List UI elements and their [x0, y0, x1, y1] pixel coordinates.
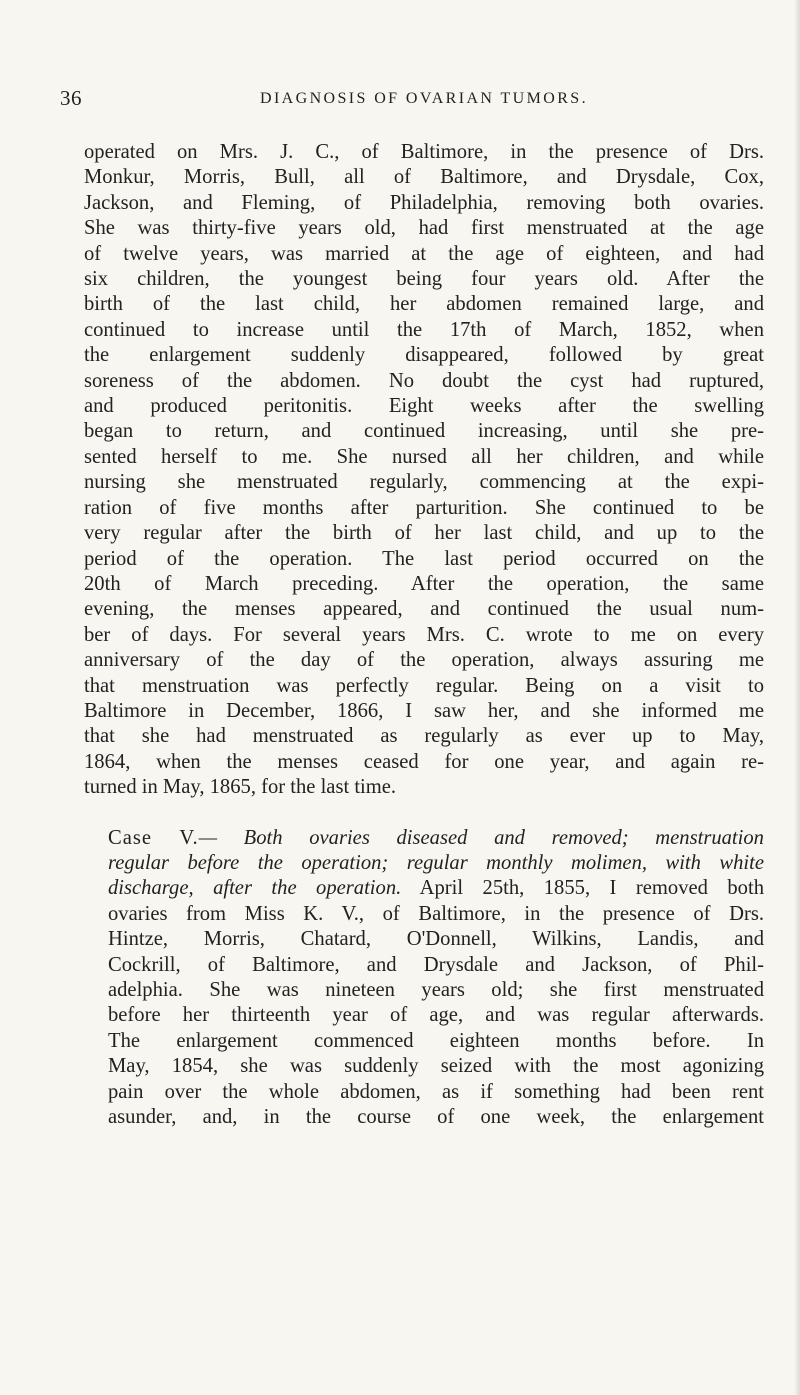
text-line: pain over the whole abdomen, as if something had been rent — [108, 1080, 764, 1103]
text-line: continued to increase until the 17th of March, 1852, when — [84, 318, 764, 341]
text-line: adelphia. She was nineteen years old; she first menstruated — [108, 979, 764, 1001]
text-line: Hintze, Morris, Chatard, O'Donnell, Wilkins, Landis, and — [108, 928, 764, 951]
text-line: May, 1854, she was suddenly seized with the most agonizing — [108, 1055, 764, 1078]
text-line: nursing she menstruated regularly, commencing at the expi- — [84, 471, 764, 494]
text-line: and produced peritonitis. Eight weeks after the swelling — [84, 395, 764, 418]
case-title: regular before the operation; regular monthly molimen, with white — [108, 851, 764, 874]
text-line: that she had menstruated as regularly as ever up to May, — [84, 725, 764, 748]
paragraph-case-v — [84, 826, 764, 1131]
text-line: birth of the last child, her abdomen remained large, and — [84, 293, 764, 316]
text-line — [84, 876, 764, 901]
text-line: soreness of the abdomen. No doubt the cyst had ruptured, — [84, 369, 764, 392]
text-line: 1864, when the menses ceased for one year, and again re- — [84, 750, 764, 773]
body-text — [84, 140, 764, 1130]
text-line: Cockrill, of Baltimore, and Drysdale and Jackson, of Phil- — [108, 953, 764, 976]
text-line: asunder, and, in the course of one week, the enlargement — [108, 1106, 764, 1129]
text-line: Baltimore in December, 1866, I saw her, and she informed me — [84, 699, 764, 722]
text-line: six children, the youngest being four years old. After the — [84, 268, 764, 291]
running-head: DIAGNOSIS OF OVARIAN TUMORS. — [260, 90, 588, 107]
text-line: ber of days. For several years Mrs. C. wrote to me on every — [84, 623, 764, 646]
text-line: very regular after the birth of her last child, and up to the — [84, 522, 764, 545]
case-label: Case V. — [108, 826, 199, 849]
text-line: 20th of March preceding. After the operation, the same — [84, 572, 764, 595]
case-text: April 25th, 1855, I removed both — [419, 877, 764, 900]
case-title: — Both ovaries diseased and removed; menstruation — [198, 826, 764, 849]
text-line: period of the operation. The last period occurred on the — [84, 547, 764, 570]
text-line: ration of five months after parturition. She continued to be — [84, 496, 764, 519]
text-line: anniversary of the day of the operation, always assuring me — [84, 649, 764, 672]
text-line: sented herself to me. She nursed all her children, and while — [84, 445, 764, 468]
text-line: the enlargement suddenly disappeared, followed by great — [84, 344, 764, 367]
text-line: of twelve years, was married at the age of eighteen, and had — [84, 242, 764, 265]
text-line: evening, the menses appeared, and continued the usual num- — [84, 598, 764, 621]
text-line — [84, 851, 764, 876]
text-line: began to return, and continued increasing, until she pre- — [84, 420, 764, 443]
text-line: Monkur, Morris, Bull, all of Baltimore, and Drysdale, Cox, — [84, 166, 764, 189]
text-line: turned in May, 1865, for the last time. — [84, 776, 397, 799]
text-line: before her thirteenth year of age, and was regular afterwards. — [108, 1004, 764, 1027]
text-line: that menstruation was perfectly regular. Being on a visit to — [84, 674, 764, 697]
text-line: Jackson, and Fleming, of Philadelphia, removing both ovaries. — [84, 191, 764, 214]
text-line: She was thirty-five years old, had first menstruated at the age — [84, 217, 764, 240]
paragraph-mrs-jc-case — [84, 140, 764, 801]
text-line: The enlargement commenced eighteen months before. In — [108, 1029, 764, 1052]
text-line: ovaries from Miss K. V., of Baltimore, in the presence of Drs. — [108, 902, 764, 925]
case-title: discharge, after the operation. — [108, 877, 402, 900]
page-edge-shadow — [794, 0, 800, 1395]
text-line — [84, 826, 764, 851]
page-number: 36 — [60, 86, 82, 110]
page-header — [60, 86, 780, 116]
text-line: operated on Mrs. J. C., of Baltimore, in the presence of Drs. — [84, 141, 764, 163]
